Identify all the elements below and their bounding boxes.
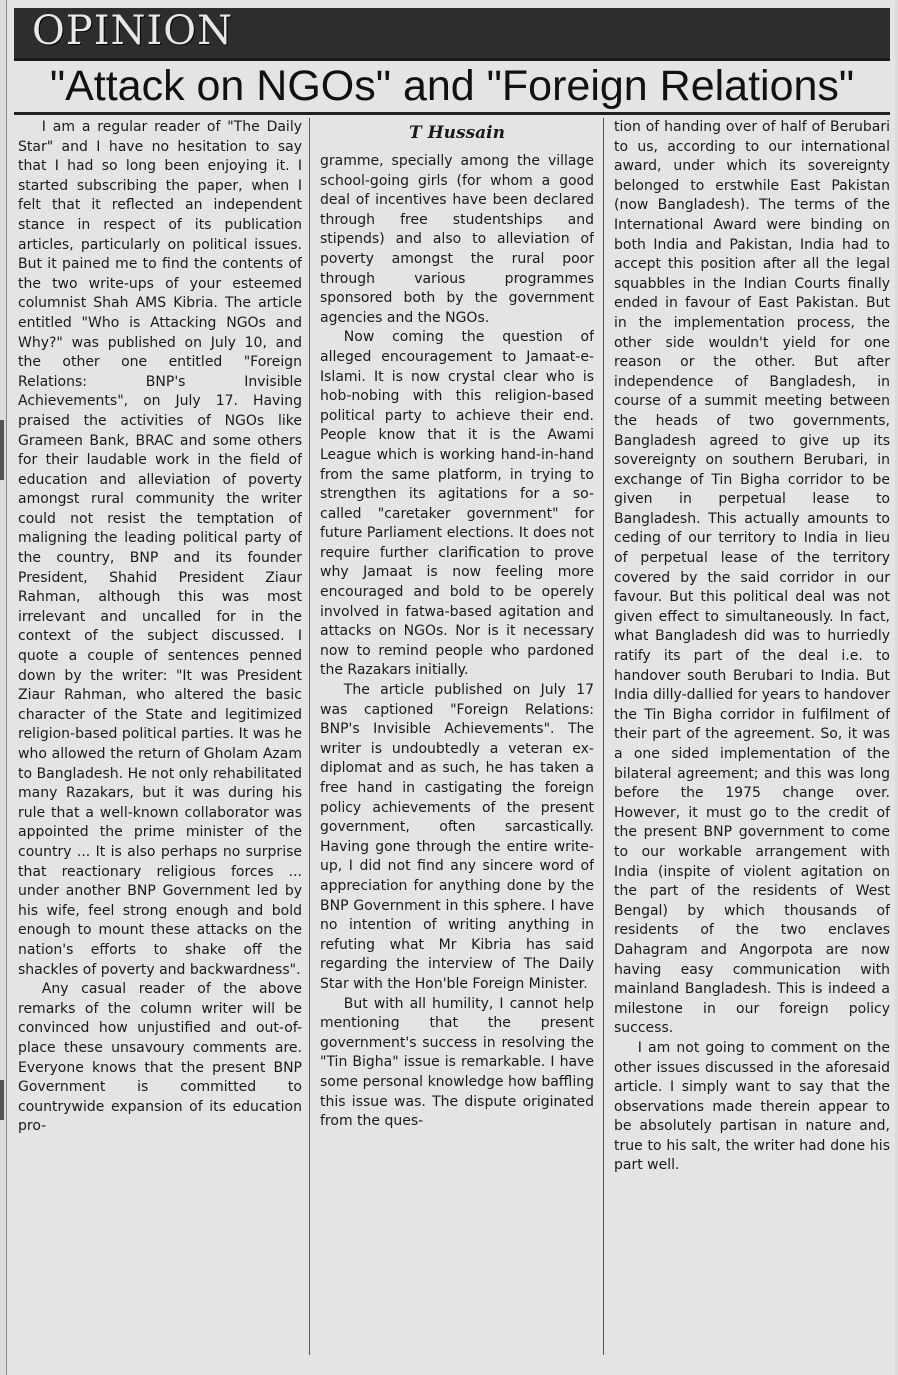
scan-edge-mark [0, 1080, 4, 1120]
headline-rule [14, 112, 890, 115]
paragraph: gramme, specially among the village school-going girls (for whom a good deal of incentives have been declared through free studentships and stipends) and also to alleviation of poverty amongst the rural poor through various programmes sponsored both by the government agencies and the NGOs. [320, 153, 594, 326]
article-column-3 [614, 118, 890, 1355]
column-divider [309, 118, 310, 1355]
paragraph: But with all humility, I cannot help mentioning that the present government's success in resolving the "Tin Bigha" issue is remarkable. I have some personal knowledge how baffling this issue was. The dispute originated from the ques- [320, 995, 594, 1130]
scan-edge-mark [0, 420, 4, 480]
paragraph: The article published on July 17 was captioned "Foreign Relations: BNP's Invisible Achievements". The writer is undoubtedly a veteran ex-diplomat and as such, he has taken a free hand in castigating the foreign policy achievements of the present government, often sarcastically. Having gone through the entire write-up, I did not find any sincere word of appreciation for anything done by the BNP Government in this sphere. I have no intention of writing anything in refuting what Mr Kibria has said regarding the interview of The Daily Star with the Hon'ble Foreign Minister. [320, 682, 594, 992]
paragraph: Now coming the question of alleged encouragement to Jamaat-e-Islami. It is now crystal clear who is hob-nobing with this religion-based political party to achieve their end. People know that it is the Awami League which is working hand-in-hand from the same platform, in trying to strengthen its agitations for a so-called "caretaker government" for future Parliament elections. It does not require further clarification to prove why Jamaat is now feeling more encouraged and bold to be operely involved in fatwa-based agitation and attacks on NGOs. Nor is it necessary now to remind people who pardoned the Razakars initially. [320, 329, 594, 679]
article-column-2 [320, 118, 594, 1355]
section-label: OPINION [32, 8, 234, 54]
paragraph: tion of handing over of half of Berubari to us, according to our international award, under which its sovereignty belonged to erstwhile East Pakistan (now Bangladesh). The terms of the International Award were binding on both India and Pakistan, India had to accept this position after all the legal squabbles in the Indian Courts finally ended in favour of East Pakistan. But in the implementation process, the other side wouldn't yield for one reason or the other. But after independence of Bangladesh, in course of a summit meeting between the heads of two governments, Bangladesh agreed to give up its sovereignty on southern Berubari, in exchange of Tin Bigha corridor to be given in perpetual lease to Bangladesh. This actually amounts to ceding of our territory to India in lieu of perpetual lease of the territory covered by the said corridor in our favour. But this political deal was not given effect to simultaneously. In fact, what Bangladesh did was to hurriedly ratify its part of the deal i.e. to handover south Berubari to India. But India dilly-dallied for years to handover the Tin Bigha corridor in fulfilment of their part of the agreement. So, it was a one sided implementation of the bilateral agreement; and this was long before the 1975 change over. However, it must go to the credit of the present BNP government to come to our workable arrangement with India (inspite of violent agitation on the part of the residents of West Bengal) by which thousands of residents of the two enclaves Dahagram and Angorpota are now having easy communication with mainland Bangladesh. This is indeed a milestone in our foreign policy success. [614, 119, 890, 1037]
author-byline: T Hussain [409, 123, 505, 143]
paragraph: I am a regular reader of "The Daily Star" and I have no hesitation to say that I had so long been enjoying it. I started subscribing the paper, when I felt that it reflected an independent stance in respect of its publication articles, particularly on political issues. But it pained me to find the contents of the two write-ups of your esteemed columnist Shah AMS Kibria. The article entitled "Who is Attacking NGOs and Why?" was published on July 10, and the other one entitled "Foreign Relations: BNP's Invisible Achievements", on July 17. Having praised the activities of NGOs like Grameen Bank, BRAC and some others for their laudable work in the field of education and alleviation of poverty amongst rural community the writer could not resist the temptation of maligning the leading political party of the country, BNP and its founder President, Shahid President Ziaur Rahman, although this was most irrelevant and uncalled for in the context of the subject discussed. I quote a couple of sentences penned down by the writer: "It was President Ziaur Rahman, who altered the basic character of the State and legitimized religion-based political parties. It was he who allowed the return of Gholam Azam to Bangladesh. He not only rehabilitated many Razakars, but it was during his rule that a well-known collaborator was appointed the prime minister of the country ... It is also perhaps no surprise that reactionary religious forces ... under another BNP Government led by his wife, feel strong enough and bold enough to mount these attacks on the nation's efforts to shake off the shackles of poverty and backwardness". [18, 119, 302, 978]
article-column-1 [18, 118, 302, 1355]
column-divider [603, 118, 604, 1355]
article-headline: "Attack on NGOs" and "Foreign Relations" [49, 62, 855, 110]
paragraph: Any casual reader of the above remarks of the column writer will be convinced how unjustified and out-of-place these unsavoury comments are. Everyone knows that the present BNP Government is committed to countrywide expansion of its education pro- [18, 981, 302, 1135]
paragraph: I am not going to comment on the other issues discussed in the aforesaid article. I simply want to say that the observations made therein appear to be absolutely partisan in nature and, true to his salt, the writer had done his part well. [614, 1039, 890, 1174]
